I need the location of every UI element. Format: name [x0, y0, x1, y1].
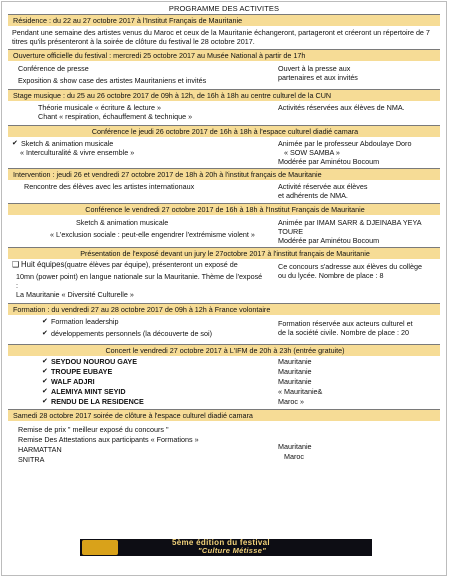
activity-note: Activités réservées aux élèves de NMA. [278, 103, 405, 112]
section-header-concert: Concert le vendredi 27 octobre 2017 à L'IFM de 20h à 23h (entrée gratuite) [8, 345, 440, 356]
activity-note: Animée par le professeur Abdoulaye Doro [278, 139, 412, 148]
artist-name: WALF ADJRI [51, 376, 95, 386]
section-stage [8, 90, 440, 126]
activity-note: TOURE [278, 227, 304, 236]
closing-item: Remise de prix " meilleur exposé du concours " [18, 424, 169, 434]
artist-country: Mauritanie [278, 366, 312, 376]
activity-note: Modérée par Aminétou Bocoum [278, 157, 380, 166]
activity-note: Ouvert à la presse aux [278, 64, 351, 73]
activity-item: Rencontre des élèves avec les artistes internationaux [24, 182, 195, 191]
section-header-stage: Stage musique : du 25 au 26 octobre 2017 de 09h à 12h, de 16h à 18h au centre culturel de la CUN [8, 90, 440, 101]
expose-text: (quatre élèves par équipe), présenteront un exposé de [64, 260, 238, 269]
section-conference-26 [8, 126, 440, 169]
artist-country: Mauritanie [278, 356, 312, 366]
banner-title: 5ème édition du festival [172, 539, 270, 547]
section-conference-27 [8, 204, 440, 248]
document-title: PROGRAMME DES ACTIVITES [8, 3, 440, 15]
expose-text: 10mn (power point) en langue nationale sur la Mauritanie. Thème de l'exposé [16, 271, 263, 281]
section-expose [8, 248, 440, 304]
activity-item: « Interculturalité & vivre ensemble » [20, 148, 135, 157]
festival-logo-icon [82, 540, 118, 555]
expose-text: : [16, 280, 18, 290]
activity-item: Formation leadership [51, 316, 119, 326]
checkmark-icon: ✔ [42, 357, 48, 365]
artist-country: « Mauritanie& [278, 386, 323, 396]
section-header-conference-27: Conférence le vendredi 27 octobre 2017 de 16h à 18h à l'Institut Français de Mauritanie [8, 204, 440, 215]
checkmark-icon: ✔ [42, 367, 48, 375]
activity-note: Modérée par Aminétou Bocoum [278, 236, 380, 245]
activity-note: de la société civile. Nombre de place : 20 [278, 327, 410, 337]
artist-name: SEYDOU NOUROU GAYE [51, 356, 137, 366]
section-header-formation: Formation : du vendredi 27 au 28 octobre 2017 de 09h à 12h à France volontaire [8, 304, 440, 315]
expose-lead: Huit équipes [21, 260, 65, 269]
banner-subtitle: "Culture Métisse" [198, 546, 267, 555]
section-header-cloture: Samedi 28 octobre 2017 soirée de clôture à l'espace culturel diadié camara [8, 410, 440, 421]
checkmark-icon: ✔ [42, 329, 48, 337]
activity-note: Activité réservée aux élèves [278, 182, 368, 191]
activity-item: Exposition & show case des artistes Mauritaniens et invités [18, 76, 207, 85]
activity-item: Sketch & animation musicale [76, 218, 169, 227]
closing-item: SNITRA [18, 454, 45, 464]
section-intervention [8, 169, 440, 204]
expose-theme: La Mauritanie « Diversité Culturelle » [16, 289, 134, 299]
activity-note: Ce concours s'adresse aux élèves du collège [278, 262, 423, 271]
section-header-conference-26: Conférence le jeudi 26 octobre 2017 de 16h à 18h à l'espace culturel diadié camara [8, 126, 440, 137]
programme-document [8, 3, 440, 466]
section-header-ouverture: Ouverture officielle du festival : mercredi 25 octobre 2017 au Musée National à partir de 17h [8, 50, 440, 61]
closing-country: Maroc [284, 451, 304, 461]
checkmark-icon: ✔ [42, 387, 48, 395]
activity-note: « SOW SAMBA » [284, 148, 340, 157]
closing-country: Mauritanie [278, 441, 312, 451]
residence-description: Pendant une semaine des artistes venus du Maroc et ceux de la Mauritanie échangeront, partageront et créeront un répertoire de 7 titres qu'ils présenteront à la soirée de clôture du festival le 28 octobre 2017. [12, 28, 430, 46]
section-cloture [8, 410, 440, 466]
artist-name: ALEMIYA MINT SEYID [51, 386, 126, 396]
activity-item: développements personnels (la découverte de soi) [51, 328, 213, 338]
checkmark-icon: ✔ [42, 317, 48, 325]
section-formation [8, 304, 440, 345]
artist-country: Mauritanie [278, 376, 312, 386]
section-ouverture [8, 50, 440, 90]
activity-item: Conférence de presse [18, 64, 89, 73]
section-header-residence: Résidence : du 22 au 27 octobre 2017 à l'Institut Français de Mauritanie [8, 15, 440, 26]
activity-item: Sketch & animation musicale [21, 139, 114, 148]
section-residence [8, 15, 440, 50]
activity-item: Chant « respiration, échauffement & technique » [38, 112, 193, 121]
checkmark-icon: ✔ [42, 397, 48, 405]
activity-note: Formation réservée aux acteurs culturel et [278, 318, 413, 328]
activity-note: partenaires et aux invités [278, 73, 358, 82]
activity-item: Théorie musicale « écriture & lecture » [38, 103, 162, 112]
activity-note: ou du lycée. Nombre de place : 8 [278, 271, 384, 280]
section-header-intervention: Intervention : jeudi 26 et vendredi 27 octobre 2017 de 18h à 20h à l'institut français de Mauritanie [8, 169, 440, 180]
section-header-expose: Présentation de l'exposé devant un jury le 27octobre 2017 à l'institut français de Mauritanie [8, 248, 440, 259]
closing-item: HARMATTAN [18, 444, 62, 454]
festival-banner [80, 539, 372, 556]
activity-item: « L'exclusion sociale : peut-elle engendrer l'extrémisme violent » [50, 230, 255, 239]
bullet-icon: ❑ [12, 260, 20, 269]
activity-note: Animée par IMAM SARR & DJEINABA YEYA [278, 218, 422, 227]
closing-item: Remise Des Attestations aux participants « Formations » [18, 434, 199, 444]
activity-note: et adhérents de NMA. [278, 191, 348, 200]
checkmark-icon: ✔ [42, 377, 48, 385]
section-concert [8, 345, 440, 410]
artist-name: RENDU DE LA RESIDENCE [51, 396, 144, 406]
artist-country: Maroc » [278, 396, 304, 406]
artist-name: TROUPE EUBAYE [51, 366, 113, 376]
checkmark-icon: ✔ [12, 140, 18, 147]
